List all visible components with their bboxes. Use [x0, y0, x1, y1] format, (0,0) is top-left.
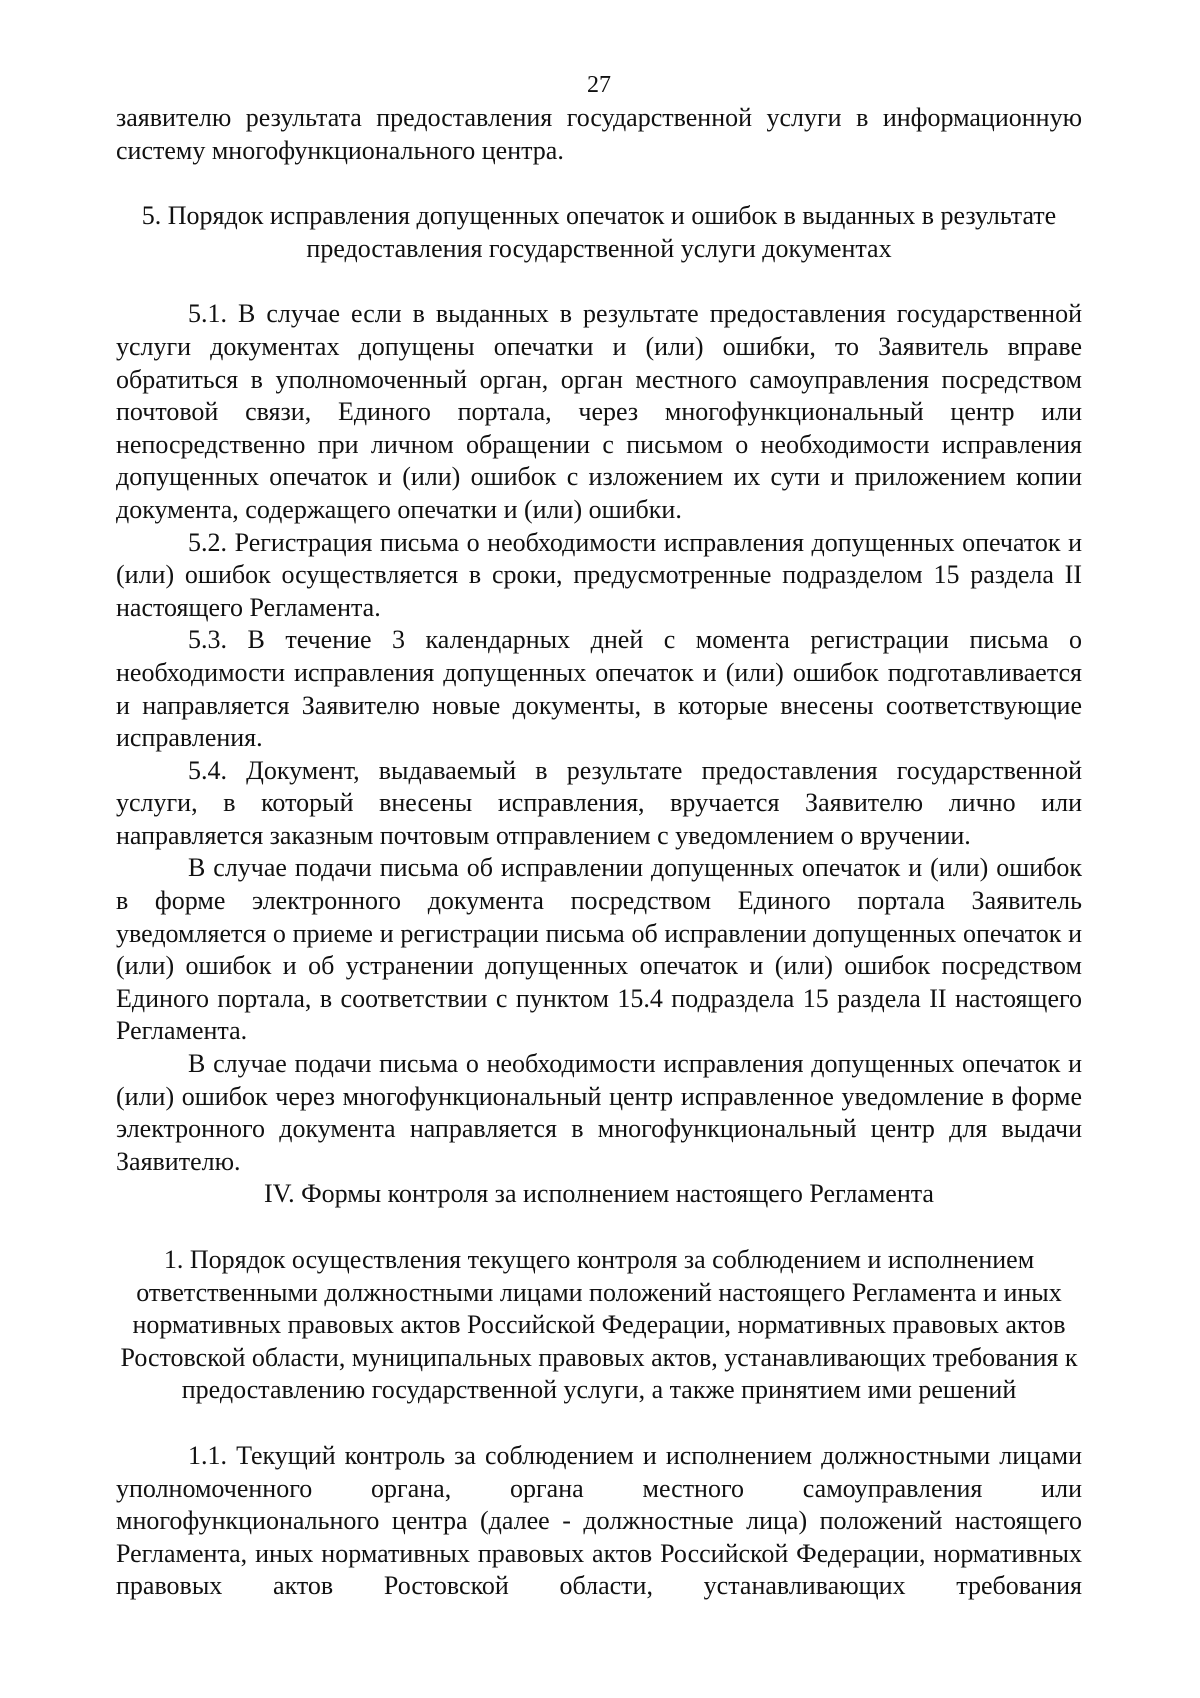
section-5-heading: 5. Порядок исправления допущенных опечаток и ошибок в выданных в результате предоставления государственной услуги документах	[141, 201, 1057, 263]
subsection-1-heading: 1. Порядок осуществления текущего контроля за соблюдением и исполнением ответственными должностными лицами положений настоящего Регламента и иных нормативных правовых актов Российской Федерации, нормативных правовых актов Ростовской области, муниципальных правовых актов, устанавливающих требования к предоставлению государственной услуги, а также принятием ими решений	[120, 1245, 1078, 1405]
paragraph-5-4: 5.4. Документ, выдаваемый в результате предоставления государственной услуги, в который внесены исправления, вручается Заявителю лично или направляется заказным почтовым отправлением с уведомлением о вручении.	[116, 755, 1082, 850]
document-page	[116, 70, 1082, 1603]
paragraph-electronic-notice: В случае подачи письма об исправлении допущенных опечаток и (или) ошибок в форме электронного документа посредством Единого портала Заявитель уведомляется о приеме и регистрации письма об исправлении допущенных опечаток и (или) ошибок и об устранении допущенных опечаток и (или) ошибок посредством Единого портала, в соответствии с пунктом 15.4 подраздела 15 раздела II настоящего Регламента.	[116, 853, 1082, 1046]
paragraph-5-3: 5.3. В течение 3 календарных дней с момента регистрации письма о необходимости исправления допущенных опечаток и (или) ошибок подготавливается и направляется Заявителю новые документы, в которые внесены соответствующие исправления.	[116, 625, 1082, 753]
section-iv-heading: IV. Формы контроля за исполнением настоящего Регламента	[264, 1179, 934, 1209]
page-number: 27	[587, 72, 611, 98]
paragraph-5-1: 5.1. В случае если в выданных в результате предоставления государственной услуги документах допущены опечатки и (или) ошибки, то Заявитель вправе обратиться в уполномоченный орган, орган местного самоуправления посредством почтовой связи, Единого портала, через многофункциональный центр или непосредственно при личном обращении с письмом о необходимости исправления допущенных опечаток и (или) ошибок с изложением их сути и приложением копии документа, содержащего опечатки и (или) ошибки.	[116, 299, 1082, 524]
paragraph-mfc-notice: В случае подачи письма о необходимости исправления допущенных опечаток и (или) ошибок через многофункциональный центр исправленное уведомление в форме электронного документа направляется в многофункциональный центр для выдачи Заявителю.	[116, 1049, 1082, 1176]
paragraph-5-2: 5.2. Регистрация письма о необходимости исправления допущенных опечаток и (или) ошибок осуществляется в сроки, предусмотренные подразделом 15 раздела II настоящего Регламента.	[116, 527, 1082, 622]
paragraph-continuation: заявителю результата предоставления государственной услуги в информационную систему многофункционального центра.	[116, 103, 1082, 165]
paragraph-1-1: 1.1. Текущий контроль за соблюдением и исполнением должностными лицами уполномоченного органа, органа местного самоуправления или многофункционального центра (далее - должностные лица) положений настоящего Регламента, иных нормативных правовых актов Российской Федерации, нормативных правовых актов Ростовской области, устанавливающих требования	[116, 1440, 1082, 1601]
